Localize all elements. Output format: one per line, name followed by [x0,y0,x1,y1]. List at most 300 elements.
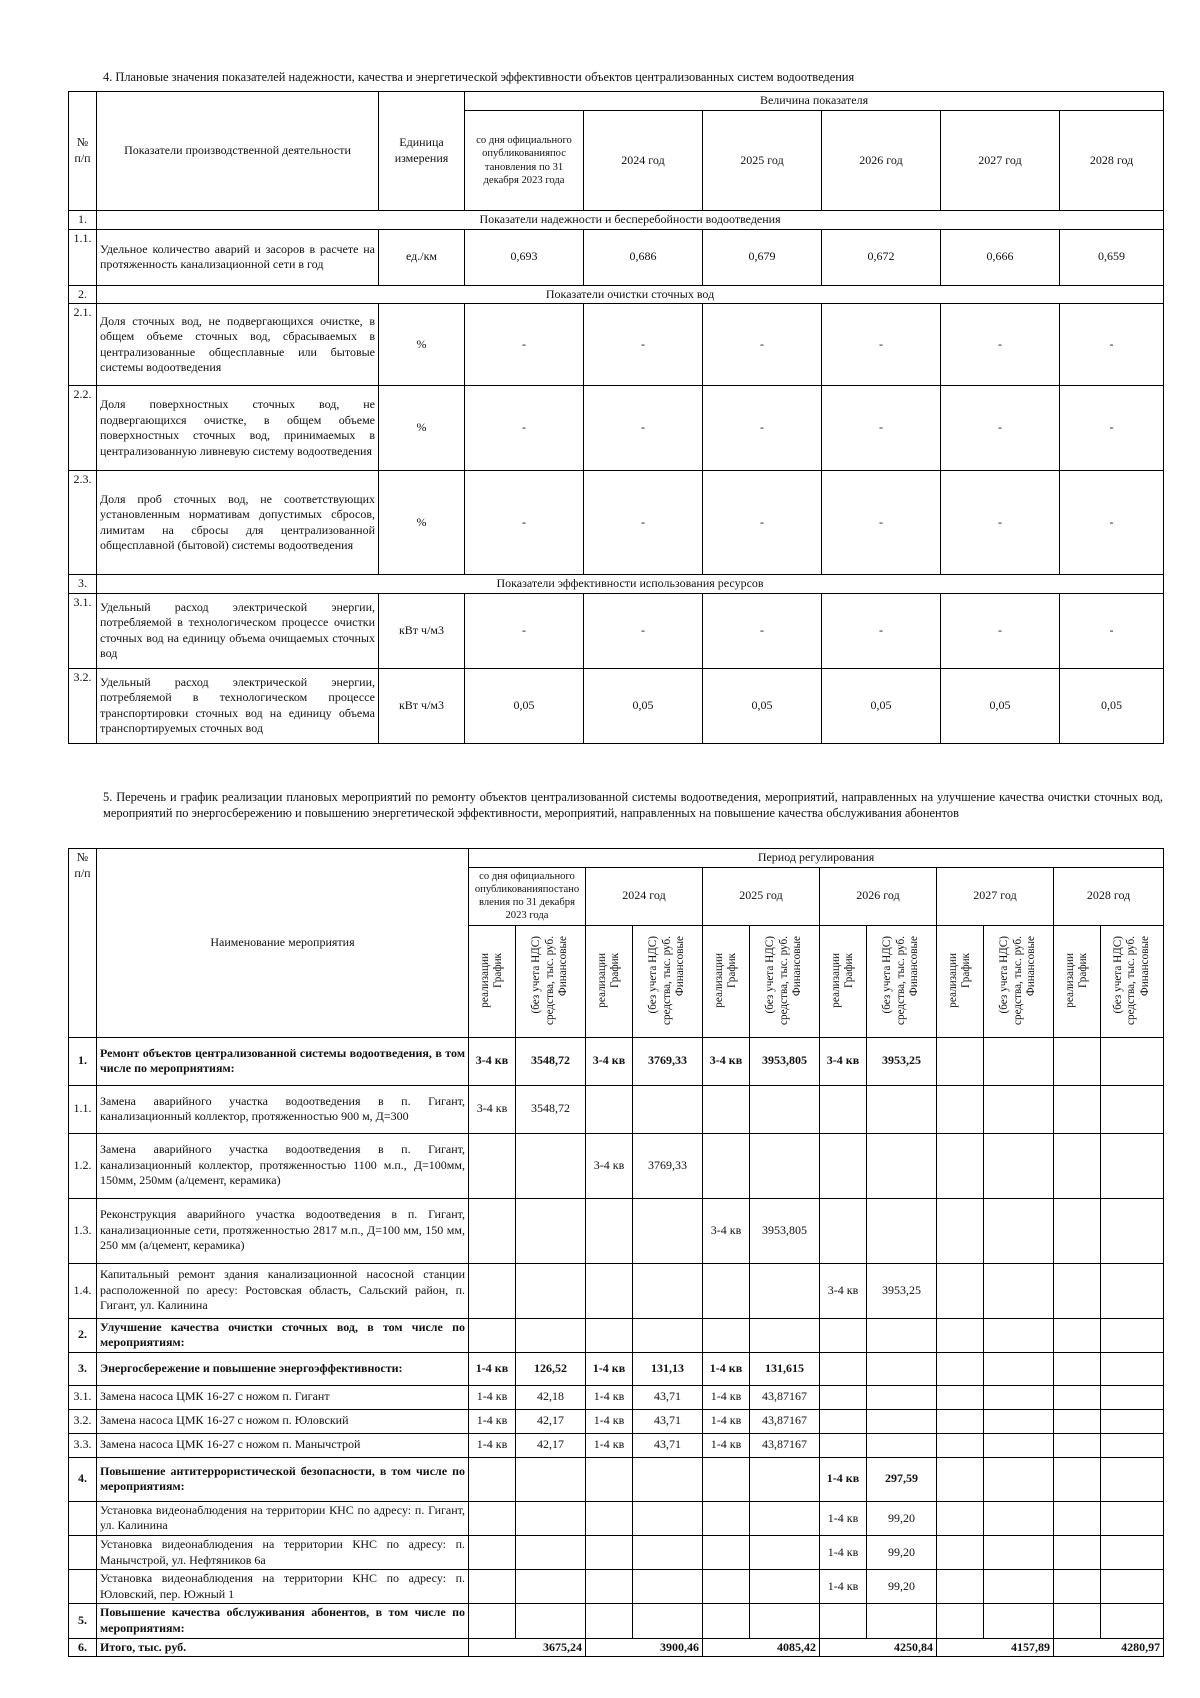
header-period: 2024 год [586,867,703,925]
row-finance [984,1318,1054,1352]
row-schedule [820,1385,867,1409]
row-schedule [1054,1133,1101,1198]
row-schedule [937,1133,984,1198]
header-period: 2027 год [937,867,1054,925]
row-schedule: 3-4 кв [820,1037,867,1085]
row-schedule [820,1433,867,1457]
row-schedule: 1-4 кв [586,1352,633,1385]
header-period: 2026 год [820,867,937,925]
header-schedule: График реализации [820,925,867,1037]
row-value: 0,686 [584,229,703,285]
row-value: 0,679 [703,229,822,285]
row-finance: 3548,72 [516,1085,586,1133]
row-schedule [703,1085,750,1133]
group-row [69,285,1164,304]
row-finance [750,1535,820,1569]
row-finance: 131,615 [750,1352,820,1385]
row-finance [1101,1604,1164,1638]
table-row [69,1133,1164,1198]
row-value: - [822,304,941,386]
row-schedule [586,1198,633,1263]
row-finance [867,1133,937,1198]
row-value: - [941,304,1060,386]
row-no [69,1570,97,1604]
header-finance: Финансовые средства, тыс. руб. (без учета НДС) [750,925,820,1037]
row-finance: 126,52 [516,1352,586,1385]
row-finance [984,1501,1054,1535]
header-finance: Финансовые средства, тыс. руб. (без учета НДС) [984,925,1054,1037]
row-schedule [469,1570,516,1604]
row-schedule [1054,1263,1101,1318]
row-name: Замена аварийного участка водоотведения в п. Гигант, канализационный коллектор, протяженностью 1100 м.п., Д=100мм, 150мм, 250мм (а/цемент, керамика) [97,1133,469,1198]
row-schedule: 3-4 кв [469,1037,516,1085]
row-schedule [1054,1501,1101,1535]
row-schedule [1054,1085,1101,1133]
row-schedule [469,1457,516,1501]
measures-table [68,848,1164,1657]
row-schedule [469,1263,516,1318]
row-schedule [469,1535,516,1569]
row-finance [750,1318,820,1352]
row-finance [1101,1385,1164,1409]
row-schedule: 1-4 кв [469,1352,516,1385]
row-finance [633,1535,703,1569]
row-finance [984,1604,1054,1638]
row-finance [984,1433,1054,1457]
row-schedule [820,1352,867,1385]
table-row [69,668,1164,743]
row-name: Замена насоса ЦМК 16-27 с ножом п. Гигант [97,1385,469,1409]
row-schedule [937,1037,984,1085]
header-schedule: График реализации [703,925,750,1037]
row-schedule: 3-4 кв [469,1085,516,1133]
row-schedule [469,1318,516,1352]
row-indicator: Удельное количество аварий и засоров в расчете на протяженность канализационной сети в год [97,229,379,285]
row-value: 0,666 [941,229,1060,285]
row-schedule [703,1457,750,1501]
row-no: 3.3. [69,1433,97,1457]
table-row [69,1263,1164,1318]
row-value: - [941,386,1060,471]
total-value: 3675,24 [469,1638,586,1657]
row-finance [867,1409,937,1433]
row-no: 1. [69,1037,97,1085]
row-value: - [703,386,822,471]
row-finance [1101,1263,1164,1318]
row-value: - [703,593,822,668]
table-row [69,1457,1164,1501]
table-row [69,1318,1164,1352]
header-period: со дня официального опубликованияпостано вления по 31 декабря 2023 года [469,867,586,925]
row-finance: 43,71 [633,1433,703,1457]
row-finance [750,1263,820,1318]
header-period: 2026 год [822,111,941,211]
row-finance [1101,1409,1164,1433]
header-finance: Финансовые средства, тыс. руб. (без учета НДС) [516,925,586,1037]
group-no: 3. [69,575,97,594]
row-finance [633,1085,703,1133]
row-schedule [937,1457,984,1501]
row-value: - [1060,386,1164,471]
group-row [69,211,1164,230]
row-schedule: 1-4 кв [703,1385,750,1409]
row-finance [1101,1501,1164,1535]
row-indicator: Удельный расход электрической энергии, потребляемой в технологическом процессе транспортировки сточных вод на единицу объема транспортируемых сточных вод [97,668,379,743]
row-schedule [1054,1457,1101,1501]
row-finance: 43,71 [633,1385,703,1409]
header-no: № п/п [69,92,97,211]
row-schedule [820,1085,867,1133]
row-value: 0,693 [465,229,584,285]
row-finance [867,1352,937,1385]
row-schedule [703,1501,750,1535]
row-schedule [937,1318,984,1352]
row-schedule: 1-4 кв [820,1570,867,1604]
row-schedule [1054,1433,1101,1457]
row-finance [984,1198,1054,1263]
row-finance: 3953,805 [750,1198,820,1263]
row-value: - [584,593,703,668]
row-value: - [465,386,584,471]
row-indicator: Доля поверхностных сточных вод, не подвергающихся очистке, в общем объеме поверхностных сточных вод, принимаемых в централизованную ливневую систему водоотведения [97,386,379,471]
row-schedule [586,1570,633,1604]
row-no: 3.1. [69,1385,97,1409]
group-title: Показатели эффективности использования ресурсов [97,575,1164,594]
row-no: 1.4. [69,1263,97,1318]
row-schedule [703,1263,750,1318]
row-schedule [1054,1604,1101,1638]
row-value: - [822,386,941,471]
row-no: 4. [69,1457,97,1501]
row-finance [750,1570,820,1604]
row-finance: 3769,33 [633,1037,703,1085]
row-value: - [941,593,1060,668]
row-finance: 3953,805 [750,1037,820,1085]
row-no: 5. [69,1604,97,1638]
row-schedule: 1-4 кв [703,1352,750,1385]
header-period: Период регулирования [469,849,1164,868]
header-period: 2028 год [1054,867,1164,925]
row-finance [984,1037,1054,1085]
row-finance [516,1263,586,1318]
row-no: 2.2. [69,386,97,471]
row-finance: 99,20 [867,1570,937,1604]
row-value: 0,672 [822,229,941,285]
row-schedule [820,1409,867,1433]
row-schedule [703,1133,750,1198]
header-period: 2024 год [584,111,703,211]
row-finance: 42,18 [516,1385,586,1409]
row-finance [867,1385,937,1409]
table-row [69,471,1164,575]
row-indicator: Доля проб сточных вод, не соответствующих установленным нормативам допустимых сбросов, лимитам на сбросы для централизованной общесплавной (бытовой) системы водоотведения [97,471,379,575]
row-schedule: 1-4 кв [703,1409,750,1433]
row-value: 0,05 [584,668,703,743]
total-value: 4085,42 [703,1638,820,1657]
row-value: - [822,471,941,575]
row-finance [867,1198,937,1263]
row-finance [750,1133,820,1198]
row-name: Реконструкция аварийного участка водоотведения в п. Гигант, канализационные сети, протяженностью 2817 м.п., Д=100 мм, 150 мм, 250 мм (а/цемент, керамика) [97,1198,469,1263]
header-schedule: График реализации [937,925,984,1037]
row-finance: 131,13 [633,1352,703,1385]
row-schedule [703,1570,750,1604]
section-5-caption: 5. Перечень и график реализации плановых мероприятий по ремонту объектов централизованной системы водоотведения, мероприятий, направленных на улучшение качества очистки сточных вод, мероприятий по энергосбережению и повышению энергетической эффективности, мероприятий, направленных на повышение качества обслуживания абонентов [103,790,1163,821]
row-finance [633,1604,703,1638]
table-row [69,1037,1164,1085]
total-value: 4157,89 [937,1638,1054,1657]
row-value: - [465,304,584,386]
table-row [69,1604,1164,1638]
table-row [69,1409,1164,1433]
total-value: 4250,84 [820,1638,937,1657]
row-schedule [1054,1037,1101,1085]
row-finance [867,1604,937,1638]
header-schedule: График реализации [586,925,633,1037]
row-schedule [1054,1409,1101,1433]
row-finance [867,1085,937,1133]
row-schedule [937,1570,984,1604]
row-finance [516,1501,586,1535]
row-no: 3.1. [69,593,97,668]
row-name: Установка видеонаблюдения на территории КНС по адресу: п. Юловский, пер. Южный 1 [97,1570,469,1604]
table-row [69,1385,1164,1409]
row-unit: кВт ч/м3 [379,593,465,668]
row-name: Установка видеонаблюдения на территории КНС по адресу: п. Манычстрой, ул. Нефтяников 6а [97,1535,469,1569]
row-finance [516,1133,586,1198]
row-schedule: 1-4 кв [820,1501,867,1535]
row-schedule [1054,1570,1101,1604]
row-schedule [586,1318,633,1352]
row-finance [633,1570,703,1604]
row-schedule [820,1198,867,1263]
row-finance [633,1198,703,1263]
row-no: 1.1. [69,229,97,285]
row-finance: 3769,33 [633,1133,703,1198]
row-schedule [469,1133,516,1198]
row-schedule: 3-4 кв [820,1263,867,1318]
row-value: - [941,471,1060,575]
row-schedule [469,1604,516,1638]
row-name: Установка видеонаблюдения на территории КНС по адресу: п. Гигант, ул. Калинина [97,1501,469,1535]
row-schedule [937,1352,984,1385]
row-value: - [703,471,822,575]
row-schedule [586,1604,633,1638]
row-finance [1101,1570,1164,1604]
row-value: - [465,471,584,575]
row-name: Замена аварийного участка водоотведения в п. Гигант, канализационный коллектор, протяженностью 900 м, Д=300 [97,1085,469,1133]
row-schedule [586,1457,633,1501]
row-no: 1.3. [69,1198,97,1263]
group-no: 2. [69,285,97,304]
row-finance [633,1457,703,1501]
table-row [69,1570,1164,1604]
row-finance [984,1535,1054,1569]
header-period: 2028 год [1060,111,1164,211]
row-finance [984,1409,1054,1433]
header-period: 2027 год [941,111,1060,211]
header-schedule: График реализации [469,925,516,1037]
row-finance [750,1085,820,1133]
row-schedule [937,1535,984,1569]
row-finance [750,1604,820,1638]
row-schedule [469,1198,516,1263]
table-row [69,1085,1164,1133]
row-finance [750,1501,820,1535]
row-value: - [584,386,703,471]
header-finance: Финансовые средства, тыс. руб. (без учета НДС) [867,925,937,1037]
table-row [69,1501,1164,1535]
row-finance [1101,1037,1164,1085]
row-finance [984,1263,1054,1318]
row-value: 0,659 [1060,229,1164,285]
row-finance [516,1198,586,1263]
row-finance [1101,1457,1164,1501]
row-finance [633,1263,703,1318]
row-finance [633,1501,703,1535]
header-finance: Финансовые средства, тыс. руб. (без учета НДС) [1101,925,1164,1037]
header-period: 2025 год [703,111,822,211]
row-schedule: 3-4 кв [586,1037,633,1085]
table-row [69,1535,1164,1569]
table-row [69,593,1164,668]
row-value: 0,05 [941,668,1060,743]
row-finance [984,1133,1054,1198]
row-schedule: 1-4 кв [469,1433,516,1457]
row-schedule [937,1433,984,1457]
row-schedule [937,1409,984,1433]
row-schedule: 1-4 кв [586,1409,633,1433]
row-finance: 99,20 [867,1535,937,1569]
row-schedule [820,1133,867,1198]
row-unit: % [379,304,465,386]
row-name: Энергосбережение и повышение энергоэффективности: [97,1352,469,1385]
row-no: 1.2. [69,1133,97,1198]
row-unit: кВт ч/м3 [379,668,465,743]
row-schedule [586,1501,633,1535]
row-schedule: 3-4 кв [703,1198,750,1263]
group-no: 1. [69,211,97,230]
row-finance: 43,87167 [750,1433,820,1457]
row-value: - [465,593,584,668]
table-row [69,304,1164,386]
row-schedule [937,1604,984,1638]
row-finance [867,1318,937,1352]
table-row [69,229,1164,285]
row-finance [516,1318,586,1352]
table-row [69,1198,1164,1263]
row-schedule [820,1604,867,1638]
row-schedule: 1-4 кв [703,1433,750,1457]
row-finance [516,1535,586,1569]
row-value: 0,05 [822,668,941,743]
row-name: Капитальный ремонт здания канализационной насосной станции расположенной по аресу: Ростовская область, Сальский район, п. Гигант, ул. Калинина [97,1263,469,1318]
row-schedule [820,1318,867,1352]
row-finance [984,1385,1054,1409]
row-finance [867,1433,937,1457]
total-value: 3900,46 [586,1638,703,1657]
total-value: 4280,97 [1054,1638,1164,1657]
row-schedule [703,1318,750,1352]
row-finance: 99,20 [867,1501,937,1535]
header-no: № п/п [69,849,97,1038]
row-value: - [822,593,941,668]
section-4-caption: 4. Плановые значения показателей надежности, качества и энергетической эффективности объектов централизованных систем водоотведения [103,70,855,84]
row-schedule [1054,1535,1101,1569]
row-no: 2.1. [69,304,97,386]
row-value: - [1060,593,1164,668]
row-schedule [937,1385,984,1409]
total-no: 6. [69,1638,97,1657]
row-schedule [703,1604,750,1638]
row-finance [1101,1318,1164,1352]
row-indicator: Удельный расход электрической энергии, потребляемой в технологическом процессе очистки сточных вод на единицу объема очищаемых сточных вод [97,593,379,668]
row-schedule [937,1501,984,1535]
header-name: Наименование мероприятия [97,849,469,1038]
row-finance [984,1352,1054,1385]
row-finance: 43,87167 [750,1409,820,1433]
row-schedule [1054,1352,1101,1385]
row-schedule: 1-4 кв [469,1409,516,1433]
row-finance [516,1457,586,1501]
row-name: Замена насоса ЦМК 16-27 с ножом п. Манычстрой [97,1433,469,1457]
header-finance: Финансовые средства, тыс. руб. (без учета НДС) [633,925,703,1037]
row-no: 3.2. [69,1409,97,1433]
row-unit: % [379,471,465,575]
group-row [69,575,1164,594]
row-finance: 3953,25 [867,1263,937,1318]
row-finance [1101,1433,1164,1457]
row-value: - [584,304,703,386]
row-no: 2.3. [69,471,97,575]
row-finance [984,1570,1054,1604]
row-schedule [1054,1318,1101,1352]
table-row [69,386,1164,471]
row-schedule: 3-4 кв [703,1037,750,1085]
row-finance [1101,1352,1164,1385]
row-schedule [586,1535,633,1569]
row-schedule [937,1263,984,1318]
row-finance [984,1457,1054,1501]
row-finance [516,1570,586,1604]
header-value: Величина показателя [465,92,1164,111]
row-value: - [584,471,703,575]
row-schedule: 1-4 кв [586,1385,633,1409]
row-finance [984,1085,1054,1133]
row-name: Повышение антитеррористической безопасности, в том числе по мероприятиям: [97,1457,469,1501]
row-schedule [469,1501,516,1535]
group-title: Показатели надежности и бесперебойности водоотведения [97,211,1164,230]
row-schedule: 1-4 кв [820,1457,867,1501]
row-value: 0,05 [465,668,584,743]
row-schedule [937,1198,984,1263]
row-no [69,1501,97,1535]
table-row [69,1352,1164,1385]
row-unit: ед./км [379,229,465,285]
row-unit: % [379,386,465,471]
row-indicator: Доля сточных вод, не подвергающихся очистке, в общем объеме сточных вод, сбрасываемых в централизованные общесплавные или бытовые системы водоотведения [97,304,379,386]
header-indicator: Показатели производственной деятельности [97,92,379,211]
row-finance [1101,1198,1164,1263]
row-schedule: 1-4 кв [820,1535,867,1569]
row-schedule [1054,1198,1101,1263]
row-finance: 297,59 [867,1457,937,1501]
row-value: 0,05 [703,668,822,743]
row-value: 0,05 [1060,668,1164,743]
total-row [69,1638,1164,1657]
header-unit: Единица измерения [379,92,465,211]
row-finance: 42,17 [516,1409,586,1433]
